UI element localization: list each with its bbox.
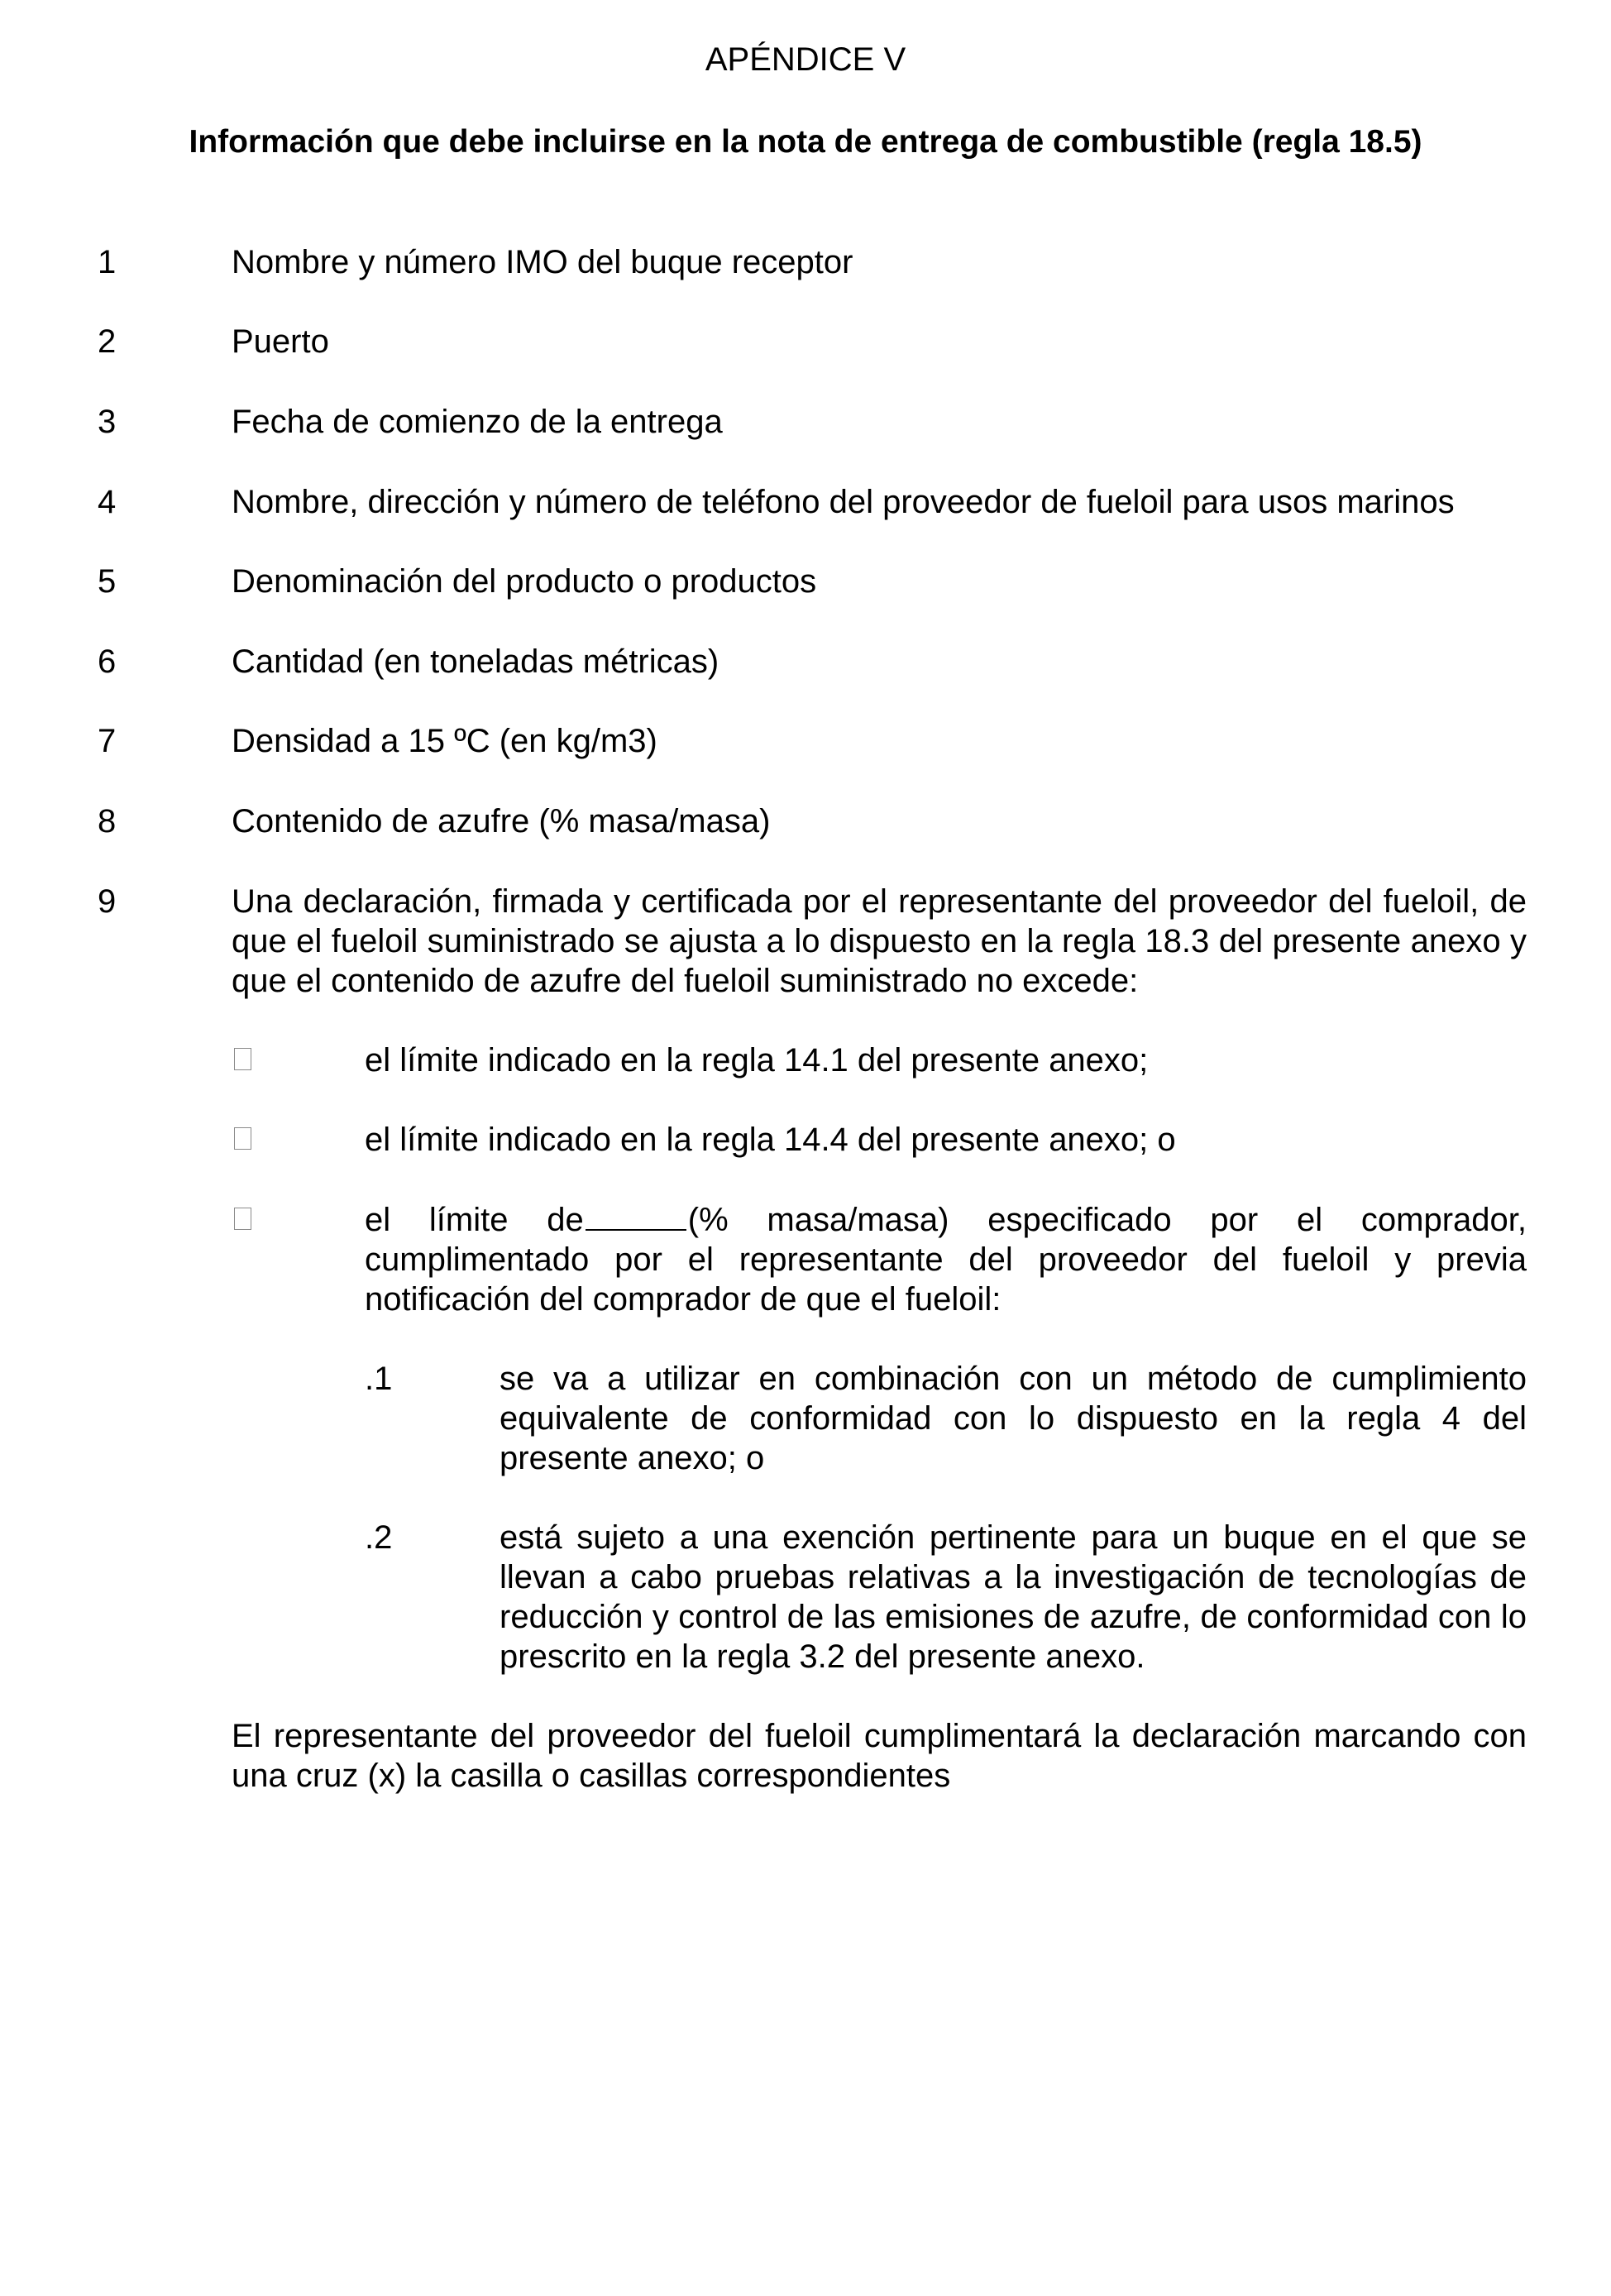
item-text: Denominación del producto o productos <box>232 563 817 600</box>
item-text: Nombre, dirección y número de teléfono del proveedor de fueloil para usos marinos <box>232 484 1455 520</box>
item-number: 9 <box>98 883 117 920</box>
item-number: 1 <box>98 244 117 280</box>
subitem-number: .2 <box>365 1519 393 1556</box>
option-text: el límite indicado en la regla 14.1 del presente anexo; <box>365 1042 1149 1079</box>
item-text: Fecha de comienzo de la entrega <box>232 404 723 440</box>
item-number: 5 <box>98 563 117 600</box>
checkbox-option-2[interactable] <box>234 1127 251 1150</box>
option-text <box>365 1200 1527 1319</box>
option-text-before: el límite de <box>365 1202 584 1238</box>
item-text: Densidad a 15 ºC (en kg/m3) <box>232 723 657 759</box>
subitem-number: .1 <box>365 1361 393 1397</box>
subitem-text: se va a utilizar en combinación con un método de cumplimiento equivalente de conformidad con lo dispuesto en la regla 4 del presente anexo; o <box>500 1361 1527 1476</box>
option-text-after: (% masa/masa) especificado por el comprador, cumplimentado por el representante del proveedor del fueloil y previa notificación del comprador de que el fueloil: <box>365 1202 1527 1318</box>
item-text: Contenido de azufre (% masa/masa) <box>232 803 771 839</box>
appendix-title: APÉNDICE V <box>705 41 906 78</box>
item-text: Puerto <box>232 323 329 360</box>
appendix-subtitle: Información que debe incluirse en la nota de entrega de combustible (regla 18.5) <box>189 124 1422 160</box>
item-number: 4 <box>98 484 117 520</box>
checkbox-option-1[interactable] <box>234 1048 251 1070</box>
item-number: 2 <box>98 323 117 360</box>
item-number: 7 <box>98 723 117 759</box>
item-text: Cantidad (en toneladas métricas) <box>232 643 719 680</box>
subitem-text: está sujeto a una exención pertinente para un buque en el que se llevan a cabo pruebas relativas a la investigación de tecnologías de reducción y control de las emisiones de azufre, de conformidad con lo prescrito en la regla 3.2 del presente anexo. <box>500 1519 1527 1675</box>
item-number: 8 <box>98 803 117 839</box>
item-number: 6 <box>98 643 117 680</box>
item-text: Una declaración, firmada y certificada por el representante del proveedor del fueloil, de que el fueloil suministrado se ajusta a lo dispuesto en la regla 18.3 del presente anexo y que el contenido de azufre del fueloil suministrado no excede: <box>232 883 1527 999</box>
option-text: el límite indicado en la regla 14.4 del presente anexo; o <box>365 1122 1176 1158</box>
sulphur-limit-blank <box>586 1201 686 1231</box>
checkbox-option-3[interactable] <box>234 1208 251 1230</box>
item-number: 3 <box>98 404 117 440</box>
item-text: Nombre y número IMO del buque receptor <box>232 244 853 280</box>
closing-paragraph: El representante del proveedor del fueloil cumplimentará la declaración marcando con una cruz (x) la casilla o casillas correspondientes <box>232 1718 1527 1794</box>
